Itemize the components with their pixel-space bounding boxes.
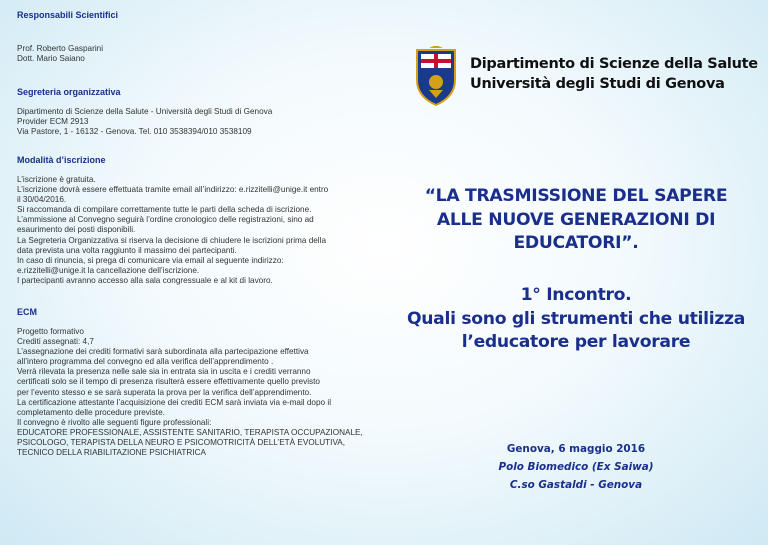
iscrizione-line: In caso di rinuncia, si prega di comunicare via email al seguente indirizzo: bbox=[17, 255, 284, 265]
ecm-line: EDUCATORE PROFESSIONALE, ASSISTENTE SANITARIO, TERAPISTA OCCUPAZIONALE, bbox=[17, 427, 363, 437]
event-title bbox=[384, 185, 768, 256]
segreteria-line: Provider ECM 2913 bbox=[17, 117, 89, 127]
event-title-line: “LA TRASMISSIONE DEL SAPERE bbox=[424, 186, 728, 206]
event-venue: Polo Biomedico (Ex Saiwa) bbox=[498, 461, 654, 473]
department-name: Dipartimento di Scienze della Salute bbox=[470, 56, 758, 72]
iscrizione-line: esaurimento dei posti disponibili. bbox=[17, 225, 136, 235]
iscrizione-line: L’iscrizione è gratuita. bbox=[17, 175, 96, 184]
iscrizione-line: e.rizzitelli@unige.it la cancellazione dell’iscrizione. bbox=[17, 265, 200, 275]
event-subtitle bbox=[384, 284, 768, 355]
iscrizione-line: L’iscrizione dovrà essere effettuata tramite email all’indirizzo: e.rizzitelli@unige.it entro bbox=[17, 185, 329, 195]
segreteria-line: Via Pastore, 1 - 16132 - Genova. Tel. 010 3538394/010 3538109 bbox=[17, 127, 252, 137]
section-title-ecm: ECM bbox=[17, 307, 37, 317]
event-title-line: EDUCATORI”. bbox=[513, 233, 639, 253]
ecm-line: per l’evento stesso e se sarà superata la prova per la verifica dell’apprendimento. bbox=[17, 387, 312, 397]
section-body-segreteria bbox=[17, 107, 372, 137]
section-title-iscrizione: Modalità d’iscrizione bbox=[17, 155, 106, 165]
section-body-iscrizione bbox=[17, 175, 372, 286]
responsabile-line: Dott. Mario Saiano bbox=[17, 54, 85, 64]
event-address: C.so Gastaldi - Genova bbox=[509, 479, 643, 491]
event-subtitle-line: l’educatore per lavorare bbox=[461, 332, 691, 352]
iscrizione-line: data prevista una volta raggiunto il massimo dei partecipanti. bbox=[17, 245, 237, 255]
ecm-line: Progetto formativo bbox=[17, 327, 84, 336]
event-title-line: ALLE NUOVE GENERAZIONI DI bbox=[436, 209, 716, 230]
section-title-segreteria: Segreteria organizzativa bbox=[17, 87, 121, 97]
segreteria-line: Dipartimento di Scienze della Salute - Università degli Studi di Genova bbox=[17, 107, 273, 116]
ecm-line: Crediti assegnati: 4,7 bbox=[17, 337, 94, 347]
university-crest-icon bbox=[415, 46, 457, 106]
event-date: Genova, 6 maggio 2016 bbox=[506, 443, 646, 455]
iscrizione-line: La Segreteria Organizzativa si riserva la decisione di chiudere le iscrizioni prima della bbox=[17, 235, 326, 245]
section-body-ecm bbox=[17, 327, 372, 458]
iscrizione-line: Si raccomanda di compilare correttamente tutte le parti della scheda di iscrizione. bbox=[17, 205, 312, 215]
responsabile-line: Prof. Roberto Gasparini bbox=[17, 44, 104, 53]
iscrizione-line: I partecipanti avranno accesso alla sala congressuale e al kit di lavoro. bbox=[17, 275, 273, 285]
ecm-line: L’assegnazione dei crediti formativi sarà subordinata alla partecipazione effettiva bbox=[17, 347, 309, 357]
event-subtitle-line: Quali sono gli strumenti che utilizza bbox=[406, 308, 746, 329]
iscrizione-line: L’ammissione al Convegno seguirà l’ordine cronologico delle registrazioni, sino ad bbox=[17, 215, 314, 225]
ecm-line: Il convegno è rivolto alle seguenti figure professionali: bbox=[17, 417, 212, 427]
university-name: Università degli Studi di Genova bbox=[470, 76, 725, 92]
ecm-line: Verrà rilevata la presenza nelle sale sia in entrata sia in uscita e i crediti verranno bbox=[17, 367, 311, 377]
event-subtitle-line: 1° Incontro. bbox=[520, 285, 632, 305]
ecm-line: La certificazione attestante l’acquisizione dei crediti ECM sarà inviata via e-mail dopo il bbox=[17, 397, 332, 407]
ecm-line: certificati solo se il tempo di presenza risulterà essere effettivamente quello previsto bbox=[17, 377, 320, 387]
ecm-line: completamento delle procedure previste. bbox=[17, 407, 165, 417]
section-title-responsabili: Responsabili Scientifici bbox=[17, 10, 119, 20]
ecm-line: TECNICO DELLA RIABILITAZIONE PSICHIATRICA bbox=[17, 448, 206, 458]
section-body-responsabili bbox=[17, 44, 372, 64]
iscrizione-line: il 30/04/2016. bbox=[17, 195, 67, 205]
ecm-line: all’intero programma del convegno ed alla verifica dell’apprendimento . bbox=[17, 357, 274, 367]
ecm-line: PSICOLOGO, TERAPISTA DELLA NEURO E PSICOMOTRICITÀ DELL’ETÀ EVOLUTIVA, bbox=[17, 438, 346, 448]
